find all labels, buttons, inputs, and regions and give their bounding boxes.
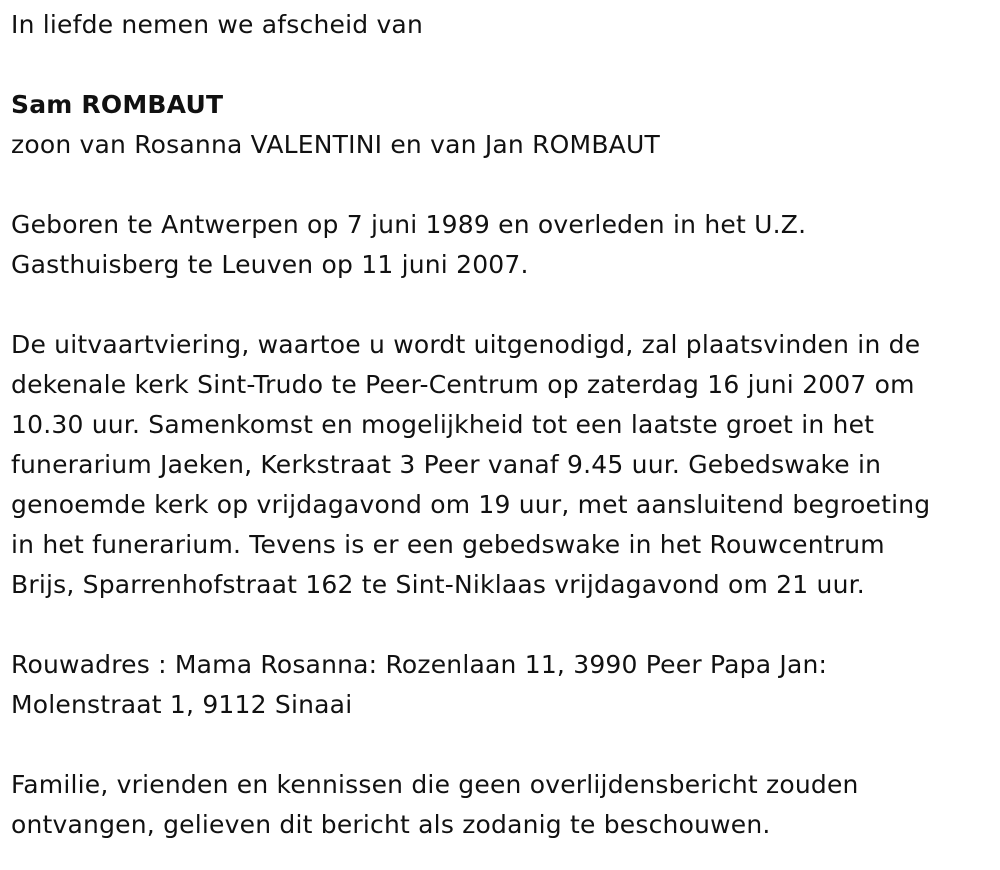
text-line: De uitvaartviering, waartoe u wordt uitgenodigd, zal plaatsvinden in de	[11, 330, 921, 359]
text-line: Rouwadres : Mama Rosanna: Rozenlaan 11, 3990 Peer Papa Jan:	[11, 650, 828, 679]
spacer	[11, 285, 990, 325]
text-line: Molenstraat 1, 9112 Sinaai	[11, 690, 353, 719]
text-line: ontvangen, gelieven dit bericht als zodanig te beschouwen.	[11, 810, 771, 839]
spacer	[11, 605, 990, 645]
text-line: funerarium Jaeken, Kerkstraat 3 Peer vanaf 9.45 uur. Gebedswake in	[11, 450, 882, 479]
spacer	[11, 45, 990, 85]
text-line: 10.30 uur. Samenkomst en mogelijkheid tot een laatste groet in het	[11, 410, 875, 439]
spacer	[11, 725, 990, 765]
closing-paragraph	[11, 765, 990, 845]
text-line: Geboren te Antwerpen op 7 juni 1989 en overleden in het U.Z.	[11, 210, 807, 239]
spacer	[11, 165, 990, 205]
text-line: Brijs, Sparrenhofstraat 162 te Sint-Niklaas vrijdagavond om 21 uur.	[11, 570, 865, 599]
ceremony-paragraph	[11, 325, 990, 605]
address-paragraph	[11, 645, 990, 725]
intro-line: In liefde nemen we afscheid van	[11, 10, 423, 39]
birth-death-paragraph	[11, 205, 990, 285]
deceased-name: Sam ROMBAUT	[11, 90, 224, 119]
parents-line: zoon van Rosanna VALENTINI en van Jan ROMBAUT	[11, 130, 660, 159]
text-line: in het funerarium. Tevens is er een gebedswake in het Rouwcentrum	[11, 530, 885, 559]
text-line: Familie, vrienden en kennissen die geen overlijdensbericht zouden	[11, 770, 859, 799]
text-line: Gasthuisberg te Leuven op 11 juni 2007.	[11, 250, 529, 279]
text-line: dekenale kerk Sint-Trudo te Peer-Centrum op zaterdag 16 juni 2007 om	[11, 370, 915, 399]
text-line: genoemde kerk op vrijdagavond om 19 uur, met aansluitend begroeting	[11, 490, 931, 519]
